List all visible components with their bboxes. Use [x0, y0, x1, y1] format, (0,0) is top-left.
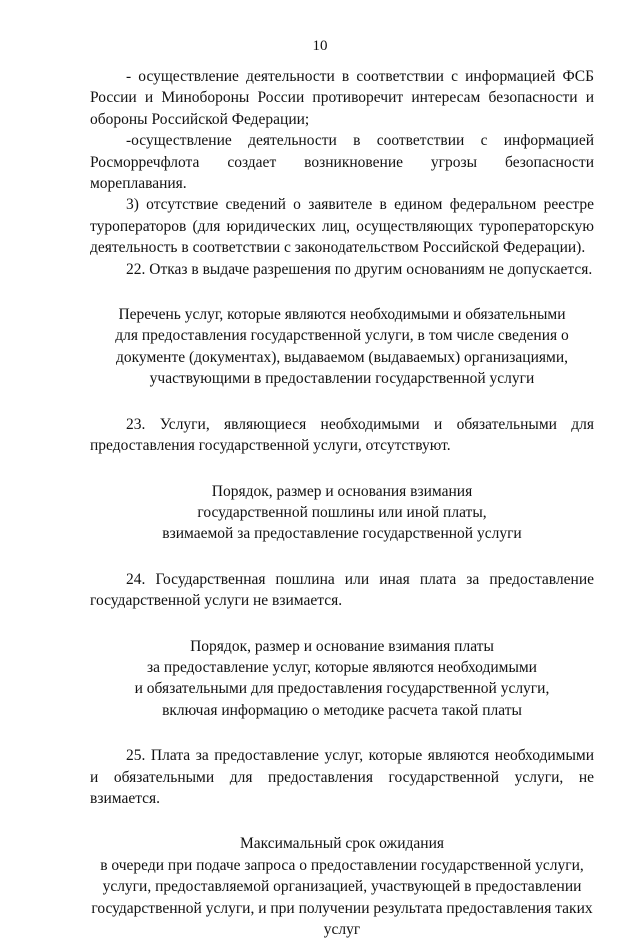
heading-line: документе (документах), выдаваемом (выдаваемых) организациями, — [115, 348, 569, 366]
paragraph-24: 24. Государственная пошлина или иная плата за предоставление государственной услуги не взимается. — [90, 570, 594, 610]
heading-line: услуг — [323, 921, 361, 938]
heading-line: Максимальный срок ожидания — [239, 835, 445, 853]
heading-line: в очереди при подаче запроса о предоставлении государственной услуги, — [100, 856, 584, 874]
paragraph-fsb-defense: - осуществление деятельности в соответствии с информацией ФСБ России и Минобороны России противоречит интересам безопасности и обороны Российской Федерации; — [90, 68, 594, 128]
section-heading-required-services — [90, 304, 594, 390]
page-number: 10 — [312, 38, 328, 54]
heading-line: для предоставления государственной услуги, в том числе сведения о — [115, 327, 569, 345]
heading-line: и обязательными для предоставления государственной услуги, — [134, 680, 550, 698]
paragraph-22: 22. Отказ в выдаче разрешения по другим основаниям не допускается. — [126, 260, 593, 278]
paragraph-rosmorrechflot: -осуществление деятельности в соответствии с информацией Росморречфлота создает возникновение угрозы безопасности мореплавания. — [90, 132, 594, 193]
heading-line: Перечень услуг, которые являются необходимыми и обязательными — [118, 306, 566, 324]
section-heading-fee-for-services — [90, 636, 594, 722]
section-heading-max-waiting-time — [90, 833, 594, 940]
heading-line: включая информацию о методике расчета такой платы — [162, 701, 522, 719]
heading-line: услуги, предоставляемой организацией, участвующей в предоставлении — [102, 878, 582, 896]
heading-line: государственной услуги, и при получении результата предоставления таких — [91, 899, 593, 917]
heading-line: взимаемой за предоставление государственной услуги — [162, 525, 522, 543]
heading-line: государственной пошлины или иной платы, — [197, 503, 487, 521]
paragraph-23: 23. Услуги, являющиеся необходимыми и обязательными для предоставления государственной услуги, отсутствуют. — [90, 415, 594, 455]
heading-line: Порядок, размер и основания взимания — [211, 482, 473, 500]
document-body — [90, 66, 594, 940]
section-heading-state-fee — [90, 481, 594, 545]
heading-line: участвующими в предоставлении государственной услуги — [149, 370, 535, 388]
paragraph-tour-operator-registry: 3) отсутствие сведений о заявителе в едином федеральном реестре туроператоров (для юридических лиц, осуществляющих туроператорскую деятельность в соответствии с законодательством Российской Федерации). — [90, 196, 594, 257]
heading-line: Порядок, размер и основание взимания платы — [190, 637, 494, 655]
paragraph-25: 25. Плата за предоставление услуг, которые являются необходимыми и обязательными для предоставления государственной услуги, не взимается. — [90, 747, 594, 807]
heading-line: за предоставление услуг, которые являются необходимыми — [147, 658, 537, 676]
